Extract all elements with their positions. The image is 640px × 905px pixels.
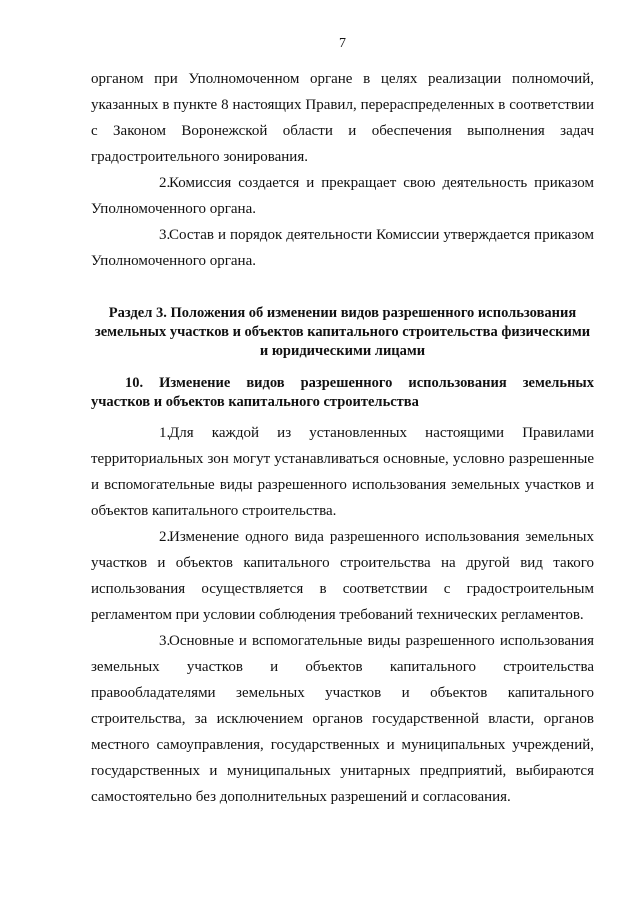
article-title: 10. Изменение видов разрешенного использования земельных участков и объектов капитального строительства [91, 375, 594, 410]
intro-paragraph: органом при Уполномоченном органе в целях реализации полномочий, указанных в пункте 8 настоящих Правил, перераспределенных в соответствии с Законом Воронежской области и обеспечения выполнения задач градостроительного зонирования. [91, 71, 594, 165]
item-number: 3. [159, 227, 171, 243]
item-number: 2. [159, 175, 171, 191]
page-number: 7 [339, 36, 346, 51]
commission-item-2 [91, 170, 594, 222]
item-text: Основные и вспомогательные виды разрешенного использования земельных участков и объектов капитального строительства правообладателями земельных участков и объектов капитального строительства, за исключением органов государственной власти, органов местного самоуправления, государственных и муниципальных учреждений, государственных и муниципальных унитарных предприятий, выбираются самостоятельно без дополнительных разрешений и согласования. [91, 633, 594, 805]
commission-item-3 [91, 222, 594, 274]
item-number: 1. [159, 425, 171, 441]
article-item-2 [91, 524, 594, 628]
article-item-1 [91, 420, 594, 524]
item-number: 3. [159, 633, 171, 649]
item-number: 2. [159, 529, 171, 545]
article-item-3 [91, 628, 594, 810]
item-text: Изменение одного вида разрешенного использования земельных участков и объектов капитального строительства на другой вид такого использования осуществляется в соответствии с градостроительным регламентом при условии соблюдения требований технических регламентов. [91, 529, 594, 623]
item-text: Состав и порядок деятельности Комиссии утверждается приказом Уполномоченного органа. [91, 227, 594, 269]
item-text: Для каждой из установленных настоящими Правилами территориальных зон могут устанавливаться основные, условно разрешенные и вспомогательные виды разрешенного использования земельных участков и объектов капитального строительства. [91, 425, 594, 519]
section-title: Раздел 3. Положения об изменении видов разрешенного использования земельных участков и объектов капитального строительства физическими и юридическими лицами [94, 305, 591, 359]
item-text: Комиссия создается и прекращает свою деятельность приказом Уполномоченного органа. [91, 175, 594, 217]
